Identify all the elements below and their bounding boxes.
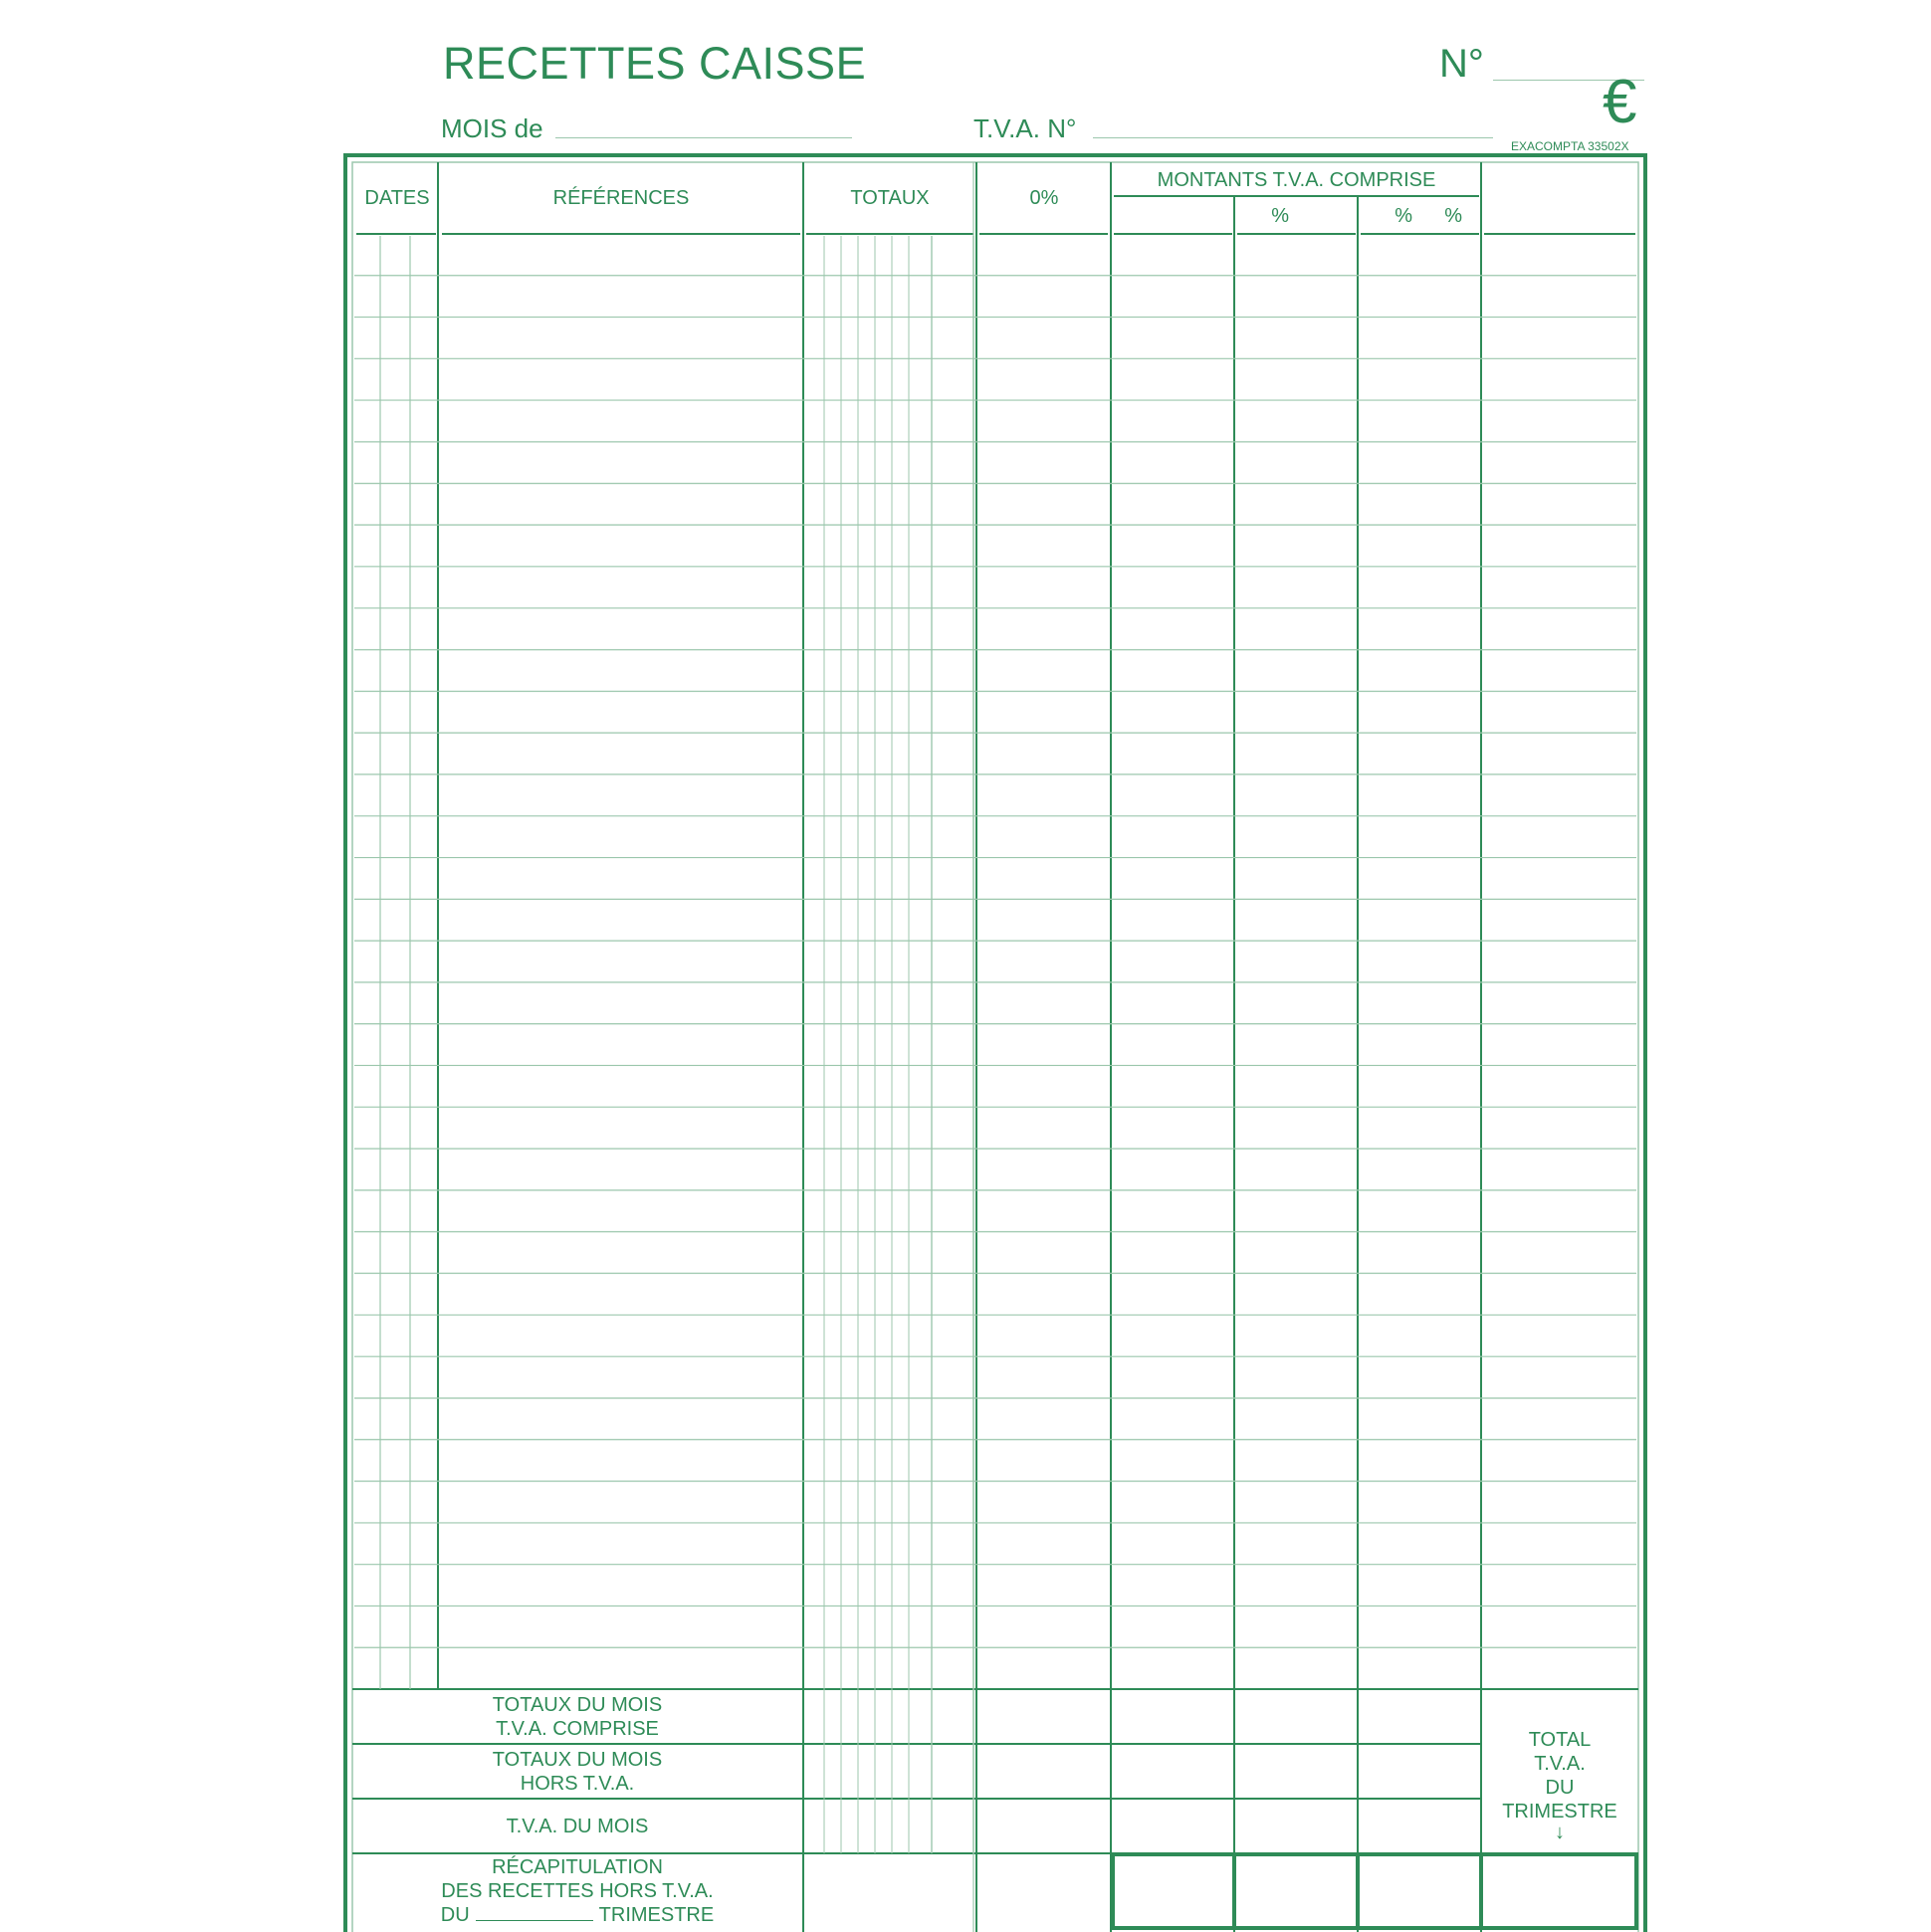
header-references: RÉFÉRENCES (552, 187, 690, 209)
header-rate-1: % (1271, 205, 1289, 227)
header-rate-2: % (1395, 205, 1412, 227)
number-label: N° (1439, 42, 1484, 86)
quarter-vat-total: TOTAL T.V.A. DU TRIMESTRE ↓ (1484, 1728, 1635, 1841)
quarter-recap-label: RÉCAPITULATION DES RECETTES HORS T.V.A. DU TRIMESTRE (440, 1856, 715, 1926)
outer-frame (345, 155, 1645, 1932)
product-reference: EXACOMPTA 33502X (1511, 139, 1629, 153)
quarter-number-field[interactable] (476, 1906, 593, 1921)
header-amounts-vat-included: MONTANTS T.V.A. COMPRISE (1157, 169, 1436, 191)
header-totals: TOTAUX (850, 187, 930, 209)
vat-number-label: T.V.A. N° (973, 113, 1077, 143)
month-label: MOIS de (441, 113, 543, 143)
header-zero-rate: 0% (1029, 187, 1059, 209)
inner-frame (352, 162, 1638, 1932)
form-title: RECETTES CAISSE (443, 38, 867, 89)
header-rate-3: % (1444, 205, 1462, 227)
month-vat: T.V.A. DU MOIS (506, 1816, 649, 1837)
header-dates: DATES (364, 187, 430, 209)
month-totals-excl-vat: TOTAUX DU MOIS HORS T.V.A. (492, 1749, 663, 1795)
euro-icon: € (1603, 68, 1637, 136)
month-totals-vat-included: TOTAUX DU MOIS T.V.A. COMPRISE (492, 1694, 663, 1740)
quarter-recap-boxes (1113, 1854, 1636, 1928)
arrow-down-icon: ↓ (1555, 1822, 1565, 1843)
